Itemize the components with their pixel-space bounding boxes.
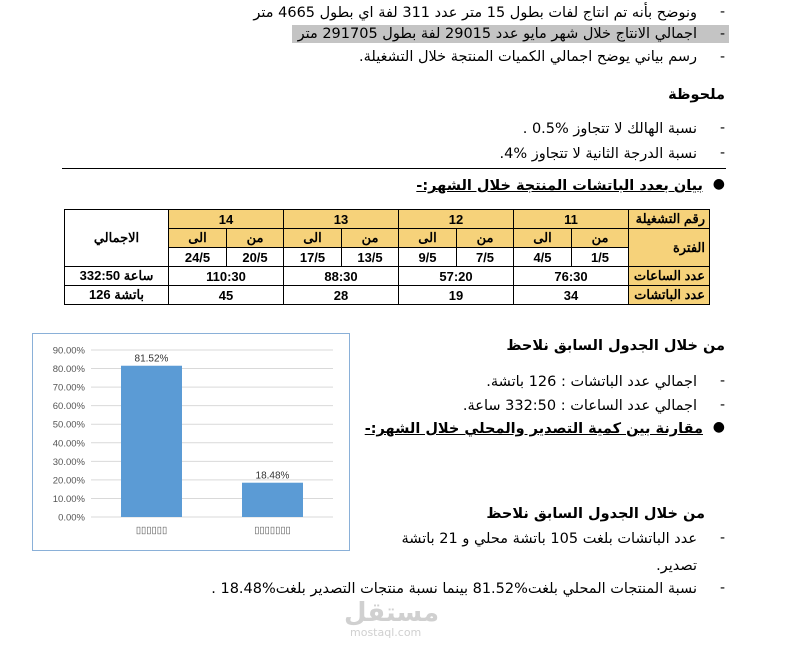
- from-label: من: [457, 229, 514, 248]
- data-label: 81.52%: [134, 353, 169, 365]
- category-label: ▯▯▯▯▯▯▯: [254, 525, 291, 536]
- observation-heading-2: من خلال الجدول السابق نلاحظ: [486, 506, 705, 522]
- row-batches-label: عدد الباتشات: [629, 286, 710, 305]
- period-from: 7/5: [457, 248, 514, 267]
- dash-marker: -: [719, 120, 725, 136]
- y-tick-label: 60.00%: [52, 401, 85, 413]
- period-from: 20/5: [227, 248, 284, 267]
- line-total-production: [292, 25, 729, 43]
- total-hours: 332:50 ساعة: [65, 267, 169, 286]
- observation-heading: من خلال الجدول السابق نلاحظ: [506, 338, 725, 354]
- run-hours: 88:30: [284, 267, 399, 286]
- mostaql-watermark: [344, 600, 439, 639]
- divider: [62, 168, 726, 169]
- observation-total-hours: اجمالي عدد الساعات : 332:50 ساعة.: [462, 398, 697, 414]
- period-from: 1/5: [572, 248, 629, 267]
- bullet-dot: ●: [712, 176, 725, 192]
- line-production-rolls: ونوضح بأنه تم انتاج لفات بطول 15 متر عدد 311 لفة اي بطول 4665 متر: [253, 5, 697, 21]
- dash-marker: -: [719, 580, 725, 596]
- y-tick-label: 70.00%: [52, 382, 85, 394]
- run-hours: 110:30: [169, 267, 284, 286]
- run-hours: 57:20: [399, 267, 514, 286]
- data-label: 18.48%: [255, 470, 290, 482]
- y-tick-label: 0.00%: [58, 512, 85, 524]
- row-hours-label: عدد الساعات: [629, 267, 710, 286]
- header-total: الاجمالي: [65, 210, 169, 267]
- period-to: 17/5: [284, 248, 342, 267]
- dash-marker: -: [719, 530, 725, 546]
- period-to: 9/5: [399, 248, 457, 267]
- category-label: ▯▯▯▯▯▯: [135, 525, 168, 536]
- bar-chart: [32, 333, 350, 551]
- dash-marker: -: [719, 373, 725, 389]
- run-number: 12: [399, 210, 514, 229]
- period-from: 13/5: [342, 248, 399, 267]
- y-tick-label: 90.00%: [52, 345, 85, 357]
- batches-heading: بيان بعدد الباتشات المنتجة خلال الشهر:-: [416, 178, 703, 194]
- run-hours: 76:30: [514, 267, 629, 286]
- line-chart-caption: رسم بياني يوضح اجمالي الكميات المنتجة خلال التشغيلة.: [359, 49, 697, 65]
- y-tick-label: 10.00%: [52, 493, 85, 505]
- dash-marker: -: [719, 26, 725, 42]
- bar: [121, 366, 182, 517]
- watermark-arabic: مستقل: [344, 598, 440, 628]
- run-batches: 45: [169, 286, 284, 305]
- dash-marker: -: [719, 4, 725, 20]
- y-tick-label: 80.00%: [52, 364, 85, 376]
- header-run: رقم التشغيلة: [629, 210, 710, 229]
- from-label: من: [227, 229, 284, 248]
- observation-total-batches: اجمالي عدد الباتشات : 126 باتشة.: [486, 374, 697, 390]
- chart-svg: [33, 334, 349, 550]
- from-label: من: [572, 229, 629, 248]
- period-to: 4/5: [514, 248, 572, 267]
- total-batches: 126 باتشة: [65, 286, 169, 305]
- bullet-dot: ●: [712, 419, 725, 435]
- run-batches: 19: [399, 286, 514, 305]
- note-heading: ملحوظة: [668, 87, 725, 103]
- watermark-latin: mostaql.com: [350, 626, 422, 639]
- period-to: 24/5: [169, 248, 227, 267]
- comparison-heading: مقارنة بين كمية التصدير والمحلي خلال الشهر:-: [364, 421, 703, 437]
- dash-marker: -: [719, 49, 725, 65]
- header-period: الفترة: [629, 229, 710, 267]
- total-production-text: اجمالي الانتاج خلال شهر مايو عدد 29015 لفة بطول 291705 متر: [297, 26, 697, 42]
- observation-batches-split: عدد الباتشات بلغت 105 باتشة محلي و 21 باتشة: [401, 531, 697, 547]
- run-batches: 34: [514, 286, 629, 305]
- y-tick-label: 30.00%: [52, 456, 85, 468]
- dash-marker: -: [719, 397, 725, 413]
- note-second-grade: نسبة الدرجة الثانية لا تتجاوز %4.: [499, 146, 697, 162]
- observation-percentages: نسبة المنتجات المحلي بلغت%81.52 بينما نسبة منتجات التصدير بلغت%18.48 .: [211, 581, 697, 597]
- run-batches: 28: [284, 286, 399, 305]
- to-label: الى: [169, 229, 227, 248]
- observation-batches-split-cont: تصدير.: [656, 558, 697, 574]
- to-label: الى: [284, 229, 342, 248]
- from-label: من: [342, 229, 399, 248]
- run-number: 11: [514, 210, 629, 229]
- run-number: 13: [284, 210, 399, 229]
- to-label: الى: [514, 229, 572, 248]
- to-label: الى: [399, 229, 457, 248]
- batches-table: [64, 209, 710, 305]
- bar: [242, 483, 303, 517]
- dash-marker: -: [719, 145, 725, 161]
- y-tick-label: 40.00%: [52, 438, 85, 450]
- run-number: 14: [169, 210, 284, 229]
- y-tick-label: 50.00%: [52, 419, 85, 431]
- y-tick-label: 20.00%: [52, 475, 85, 487]
- note-waste: نسبة الهالك لا تتجاوز %0.5 .: [522, 121, 697, 137]
